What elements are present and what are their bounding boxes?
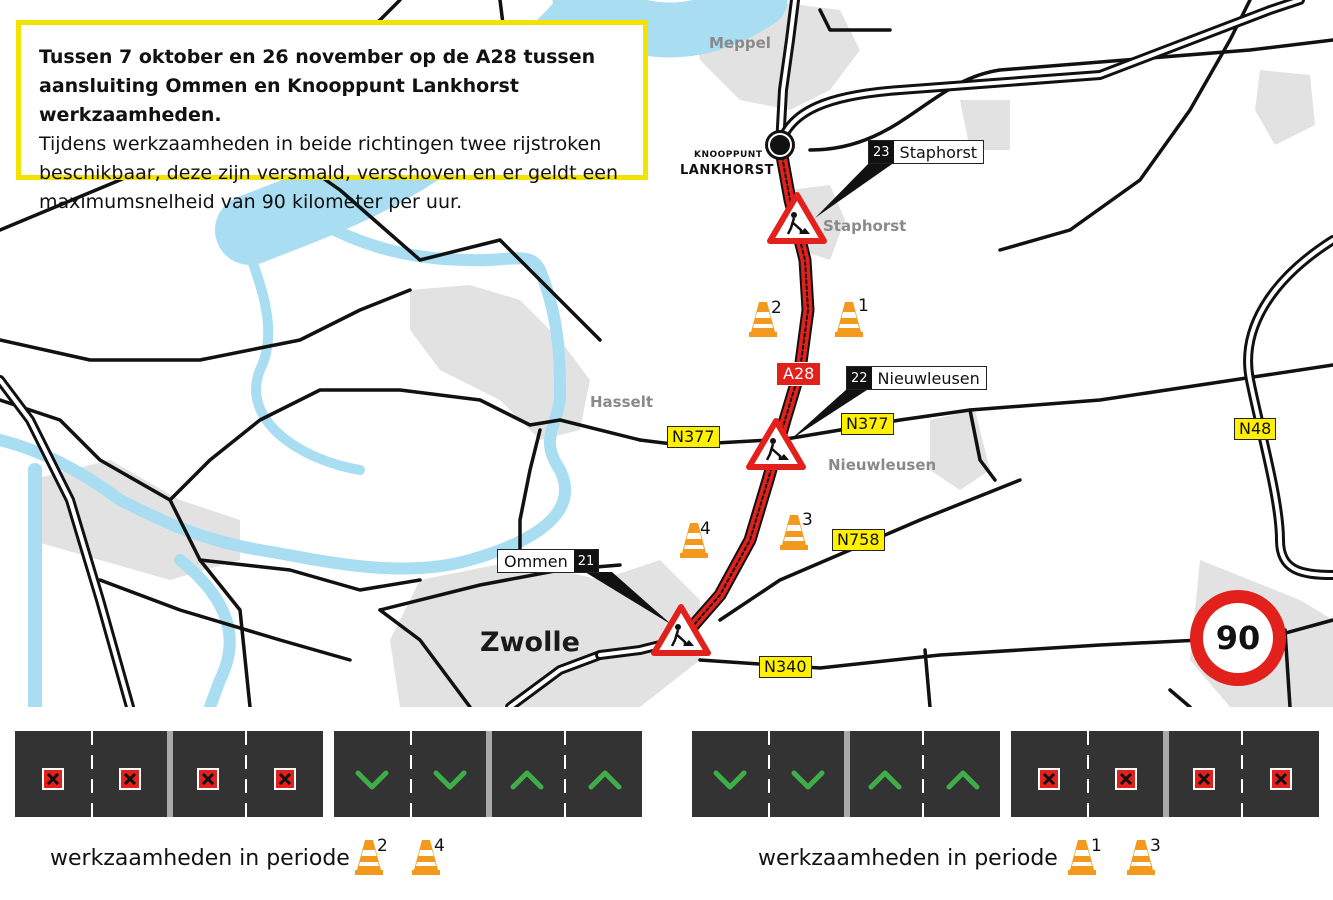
junction-label-line2: LANKHORST xyxy=(680,163,774,178)
exit-name: Ommen xyxy=(504,551,568,571)
water-channel xyxy=(180,560,230,707)
cone-number-3: 3 xyxy=(802,510,813,530)
exit-number: 22 xyxy=(847,367,872,389)
info-body: Tijdens werkzaamheden in beide richtingen twee rijstroken beschikbaar, deze zijn versmald, verschoven en er geldt een maximumsnelheid van 90 kilometer per uur. xyxy=(39,133,619,213)
info-box xyxy=(16,20,648,213)
road-east-curve xyxy=(1000,0,1250,250)
exit-number: 23 xyxy=(869,141,894,163)
exit-number: 21 xyxy=(574,550,599,572)
speed-limit-sign xyxy=(1190,590,1286,686)
road-label-n340: N340 xyxy=(759,656,812,678)
legend-right-period-1: 1 xyxy=(1091,836,1102,856)
road-label-n758: N758 xyxy=(832,529,885,551)
exit-label-23 xyxy=(868,140,984,164)
place-hasselt: Hasselt xyxy=(590,393,654,411)
road-label-n377-west: N377 xyxy=(667,426,720,448)
speed-limit-value: 90 xyxy=(1203,603,1273,673)
legend-left-text: werkzaamheden in periode xyxy=(50,846,350,871)
highway-a32 xyxy=(780,0,1300,145)
highway-a32-gap xyxy=(780,0,1300,145)
legend-left-period-1: 2 xyxy=(377,836,388,856)
road-16 xyxy=(1170,690,1190,707)
exit-name: Nieuwleusen xyxy=(877,368,980,388)
highway-n48 xyxy=(1248,240,1333,575)
road-3 xyxy=(0,290,410,360)
cone-number-4: 4 xyxy=(700,519,711,539)
city-zwolle: Zwolle xyxy=(480,627,580,658)
road-13 xyxy=(925,650,930,707)
exit-name: Staphorst xyxy=(899,142,978,162)
road-label-n377-east: N377 xyxy=(841,413,894,435)
place-meppel: Meppel xyxy=(709,34,771,52)
exit-label-22 xyxy=(846,366,987,390)
info-title: Tussen 7 oktober en 26 november op de A28 tussen aansluiting Ommen en Knooppunt Lankhorst werkzaamheden. xyxy=(39,46,596,126)
exit-label-21 xyxy=(497,549,599,573)
legend-right-text: werkzaamheden in periode xyxy=(758,846,1058,871)
cone-number-2: 2 xyxy=(771,298,782,318)
legend-left-period-2: 4 xyxy=(434,836,445,856)
road-label-n48: N48 xyxy=(1234,418,1276,440)
urban-nieuwleusen xyxy=(930,410,990,490)
cone-number-1: 1 xyxy=(858,296,869,316)
legend-right-period-2: 3 xyxy=(1150,836,1161,856)
place-staphorst: Staphorst xyxy=(823,217,907,235)
lane-diagram-left xyxy=(15,731,642,817)
lane-diagram-right xyxy=(692,731,1319,817)
road-label-a28: A28 xyxy=(776,362,821,386)
roadwork-sign-nieuwleusen xyxy=(749,421,803,467)
place-nieuwleusen: Nieuwleusen xyxy=(828,456,937,474)
junction-label-line1: KNOOPPUNT xyxy=(694,150,763,160)
urban-east-blob2 xyxy=(1255,70,1315,145)
